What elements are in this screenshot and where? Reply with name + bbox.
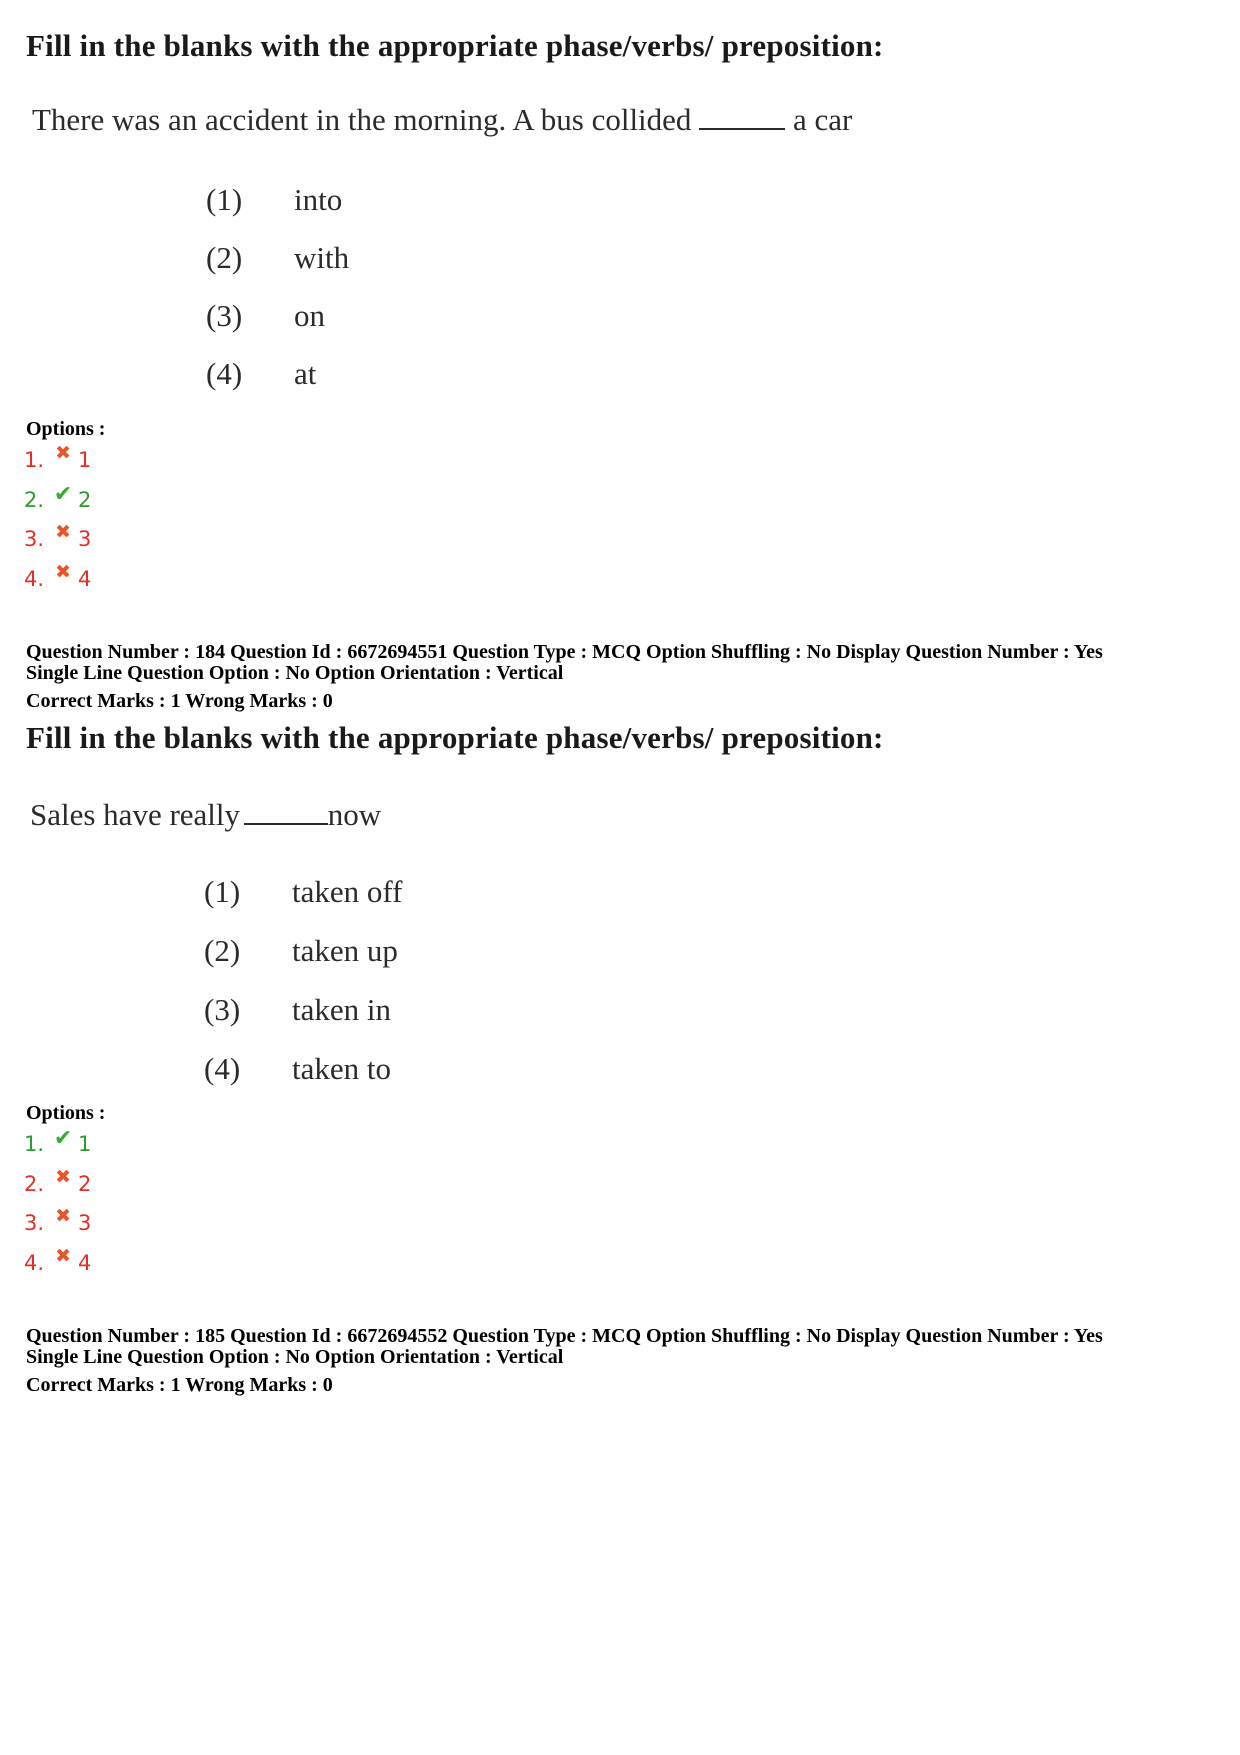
blank-line xyxy=(699,106,785,130)
sentence-before: There was an accident in the morning. A bus collided xyxy=(32,102,692,137)
option-item xyxy=(24,561,92,591)
option-item xyxy=(24,521,92,551)
cross-icon: ✖ xyxy=(55,1205,71,1227)
option-value: 4 xyxy=(78,1251,92,1275)
option-item xyxy=(24,1166,92,1196)
cross-icon: ✖ xyxy=(55,1245,71,1267)
option-item xyxy=(24,1245,92,1275)
option-index: 2. xyxy=(24,488,45,512)
option-index: 3. xyxy=(24,527,45,551)
choice-number: (3) xyxy=(204,992,241,1027)
sentence-before: Sales have really xyxy=(30,797,241,832)
option-value: 3 xyxy=(78,1211,92,1235)
option-index: 1. xyxy=(24,1132,45,1156)
option-item xyxy=(24,442,92,472)
choice-item xyxy=(206,240,349,276)
option-value: 2 xyxy=(78,488,92,512)
option-index: 4. xyxy=(24,567,45,591)
choice-number: (4) xyxy=(206,356,243,391)
choice-text: taken in xyxy=(292,992,391,1027)
check-icon: ✔ xyxy=(53,1126,73,1151)
choice-text: taken off xyxy=(292,874,403,909)
meta-line: Single Line Question Option : No Option Orientation : Vertical xyxy=(26,1346,564,1368)
choice-text: with xyxy=(294,240,350,275)
choice-text: taken up xyxy=(292,933,398,968)
cross-icon: ✖ xyxy=(55,1166,71,1188)
option-index: 3. xyxy=(24,1211,45,1235)
choice-text: into xyxy=(294,182,343,217)
option-value: 1 xyxy=(78,1132,92,1156)
choice-item xyxy=(206,182,342,218)
option-item xyxy=(24,482,92,513)
sentence-after: a car xyxy=(792,102,853,137)
option-value: 3 xyxy=(78,527,92,551)
cross-icon: ✖ xyxy=(55,442,71,464)
choice-number: (2) xyxy=(204,933,241,968)
options-label: Options : xyxy=(26,418,106,440)
choice-item xyxy=(204,992,391,1028)
choice-number: (1) xyxy=(206,182,243,217)
blank-line xyxy=(244,801,328,825)
cross-icon: ✖ xyxy=(55,561,71,583)
question-2-sentence xyxy=(30,797,381,833)
option-index: 4. xyxy=(24,1251,45,1275)
choice-text: taken to xyxy=(292,1051,391,1086)
option-item xyxy=(24,1126,92,1157)
choice-item xyxy=(204,933,398,969)
option-index: 1. xyxy=(24,448,45,472)
options-label: Options : xyxy=(26,1102,106,1124)
option-value: 1 xyxy=(78,448,92,472)
choice-item xyxy=(206,298,325,334)
choice-item xyxy=(204,1051,391,1087)
choice-item xyxy=(204,874,402,910)
question-meta-184 xyxy=(26,642,1103,712)
meta-line: Question Number : 184 Question Id : 6672694551 Question Type : MCQ Option Shuffling : No Display Question Number : Yes xyxy=(26,641,1103,663)
choice-item xyxy=(206,356,316,392)
question-2-heading: Fill in the blanks with the appropriate phase/verbs/ preposition: xyxy=(26,720,884,755)
sentence-after: now xyxy=(327,797,382,832)
option-index: 2. xyxy=(24,1172,45,1196)
choice-number: (1) xyxy=(204,874,241,909)
choice-text: on xyxy=(294,298,325,333)
question-meta-185 xyxy=(26,1326,1103,1396)
meta-line: Correct Marks : 1 Wrong Marks : 0 xyxy=(26,690,333,712)
choice-number: (4) xyxy=(204,1051,241,1086)
meta-line: Question Number : 185 Question Id : 6672694552 Question Type : MCQ Option Shuffling : No Display Question Number : Yes xyxy=(26,1325,1103,1347)
check-icon: ✔ xyxy=(53,482,73,507)
question-1-heading: Fill in the blanks with the appropriate phase/verbs/ preposition: xyxy=(26,28,884,63)
choice-number: (2) xyxy=(206,240,243,275)
meta-line: Single Line Question Option : No Option Orientation : Vertical xyxy=(26,662,564,684)
meta-line: Correct Marks : 1 Wrong Marks : 0 xyxy=(26,1374,333,1396)
choice-text: at xyxy=(294,356,317,391)
option-item xyxy=(24,1205,92,1235)
question-2-image xyxy=(26,720,884,756)
option-value: 2 xyxy=(78,1172,92,1196)
option-value: 4 xyxy=(78,567,92,591)
question-1-sentence xyxy=(32,102,852,138)
cross-icon: ✖ xyxy=(55,521,71,543)
choice-number: (3) xyxy=(206,298,243,333)
question-1-image xyxy=(26,28,884,64)
